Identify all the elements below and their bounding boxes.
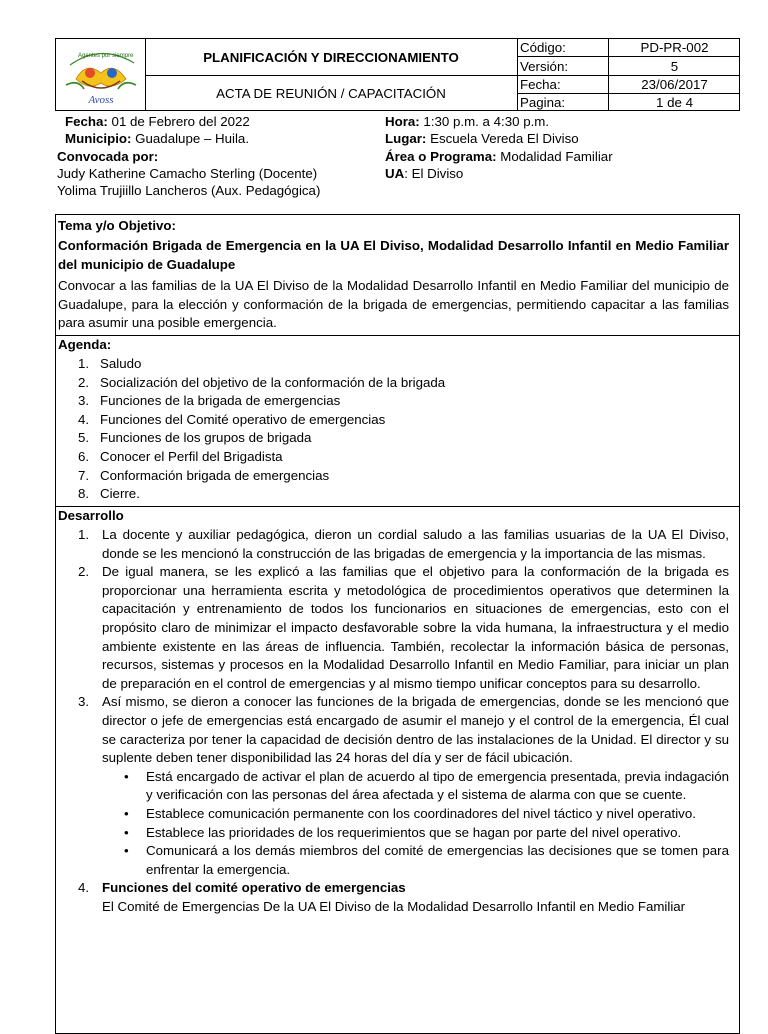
- tema-heading: Tema y/o Objetivo:: [58, 218, 176, 233]
- agenda-item: 4. Funciones del Comité operativo de emergencias: [78, 411, 386, 427]
- version-label: Versión:: [520, 58, 569, 74]
- document-title: PLANIFICACIÓN Y DIRECCIONAMIENTO: [203, 49, 459, 65]
- meeting-area: Área o Programa: Modalidad Familiar: [385, 149, 613, 164]
- convocada-label: Convocada por:: [57, 149, 159, 164]
- meeting-ua: UA: El Diviso: [385, 166, 464, 181]
- agenda-item: 1. Saludo: [78, 356, 142, 371]
- desarrollo-item: 2. De igual manera, se les explicó a las familias que el objetivo para la conformación de la brigada es proporcionar una herramienta escrita y metodológica de procedimientos operativos que determinen la capacitación y entrenamiento de todos los funcionarios en situaciones de emergencias, esto con el propósito claro de minimizar el impacto desfavorable sobre la vida humana, la infraestructura y el medio ambiente existente en las áreas de influencia. También, recolectar la información básica de personas, recursos, sistemas y procesos en la Modalidad Desarrollo Infantil en Medio Familiar, para iniciar un plan de preparación en el control de emergencias y al mismo tiempo unificar conceptos para su desarrollo.: [78, 564, 729, 691]
- tema-title: Conformación Brigada de Emergencia en la UA El Diviso, Modalidad Desarrollo Infantil en Medio Familiar del municipio de Guadalupe: [58, 238, 729, 272]
- agenda-item: 2. Socialización del objetivo de la conformación de la brigada: [78, 374, 446, 390]
- logo-arc-text: Agentes por siempre: [78, 53, 134, 59]
- meeting-municipio: Municipio: Guadalupe – Huila.: [65, 131, 250, 146]
- codigo-value: PD-PR-002: [640, 40, 709, 55]
- agenda-heading: Agenda:: [58, 337, 112, 352]
- avoss-logo: [56, 39, 146, 110]
- bullet-item: • Establece comunicación permanente con los coordinadores del nivel táctico y nivel operativo.: [124, 805, 696, 821]
- content-box: [55, 214, 740, 1034]
- convocada-person-2: Yolima Trujiillo Lancheros (Aux. Pedagógica): [57, 183, 321, 198]
- bullet-item: • Comunicará a los demás miembros del comité de emergencias las decisiones que se tomen para enfrentar la emergencia.: [124, 843, 729, 877]
- document-header: [55, 38, 740, 111]
- desarrollo-list: [56, 526, 729, 916]
- agenda-item: 7. Conformación brigada de emergencias: [78, 467, 330, 483]
- codigo-label: Código:: [520, 40, 566, 55]
- logo-text: Avoss: [88, 94, 114, 106]
- bullet-item: • Está encargado de activar el plan de acuerdo al tipo de emergencia presentada, previa indagación y verificación con las personas del área afectada y el sistema de alarma con que se cuente.: [124, 768, 729, 803]
- agenda-item: 6. Conocer el Perfil del Brigadista: [78, 448, 283, 464]
- agenda-list: [56, 355, 729, 504]
- agenda-item: 8. Cierre.: [78, 486, 140, 502]
- version-value: 5: [670, 58, 679, 74]
- meeting-date: Fecha: 01 de Febrero del 2022: [65, 114, 250, 129]
- tema-body: Convocar a las familias de la UA El Diviso de la Modalidad Desarrollo Infantil en Medio Familiar del municipio de Guadalupe, para la elección y conformación de la brigada de emergencias, permitiendo capacitar a las familias para asumir una posible emergencia.: [58, 278, 729, 331]
- meeting-hour: Hora: 1:30 p.m. a 4:30 p.m.: [385, 114, 550, 129]
- fecha-doc-value: 23/06/2017: [641, 77, 708, 92]
- desarrollo-item-text: El Comité de Emergencias De la UA El Diviso de la Modalidad Desarrollo Infantil en Medio Familiar: [102, 898, 686, 914]
- pagina-label: Pagina:: [520, 95, 566, 110]
- meeting-place: Lugar: Escuela Vereda El Diviso: [385, 131, 579, 146]
- convocada-person-1: Judy Katherine Camacho Sterling (Docente): [57, 166, 318, 181]
- agenda-item: 5. Funciones de los grupos de brigada: [78, 430, 312, 446]
- fecha-doc-label: Fecha:: [520, 77, 561, 92]
- agenda-item: 3. Funciones de la brigada de emergencias: [78, 393, 341, 409]
- bullet-item: • Establece las prioridades de los requerimientos que se hagan por parte del nivel operativo.: [124, 824, 682, 840]
- desarrollo-item: 3. Así mismo, se dieron a conocer las funciones de la brigada de emergencias, donde se les mencionó que director o jefe de emergencias está encargado de asumir el manejo y el control de la emergencia, Él cual se caracteriza por tener la capacidad de decisión dentro de las instalaciones de la Unidad. El director y su suplente deben tener disponibilidad las 24 horas del día y ser de fácil ubicación.: [78, 694, 729, 766]
- desarrollo-heading: Desarrollo: [58, 508, 124, 523]
- document-subtitle: ACTA DE REUNIÓN / CAPACITACIÓN: [216, 85, 446, 101]
- desarrollo-item: 1. La docente y auxiliar pedagógica, dieron un cordial saludo a las familias usuarias de la UA El Diviso, donde se les mencionó la construcción de las brigadas de emergencia y la importancia de las mismas.: [78, 527, 729, 561]
- pagina-value: 1 de 4: [656, 95, 693, 110]
- desarrollo-item: 4. Funciones del comité operativo de emergencias: [78, 880, 406, 896]
